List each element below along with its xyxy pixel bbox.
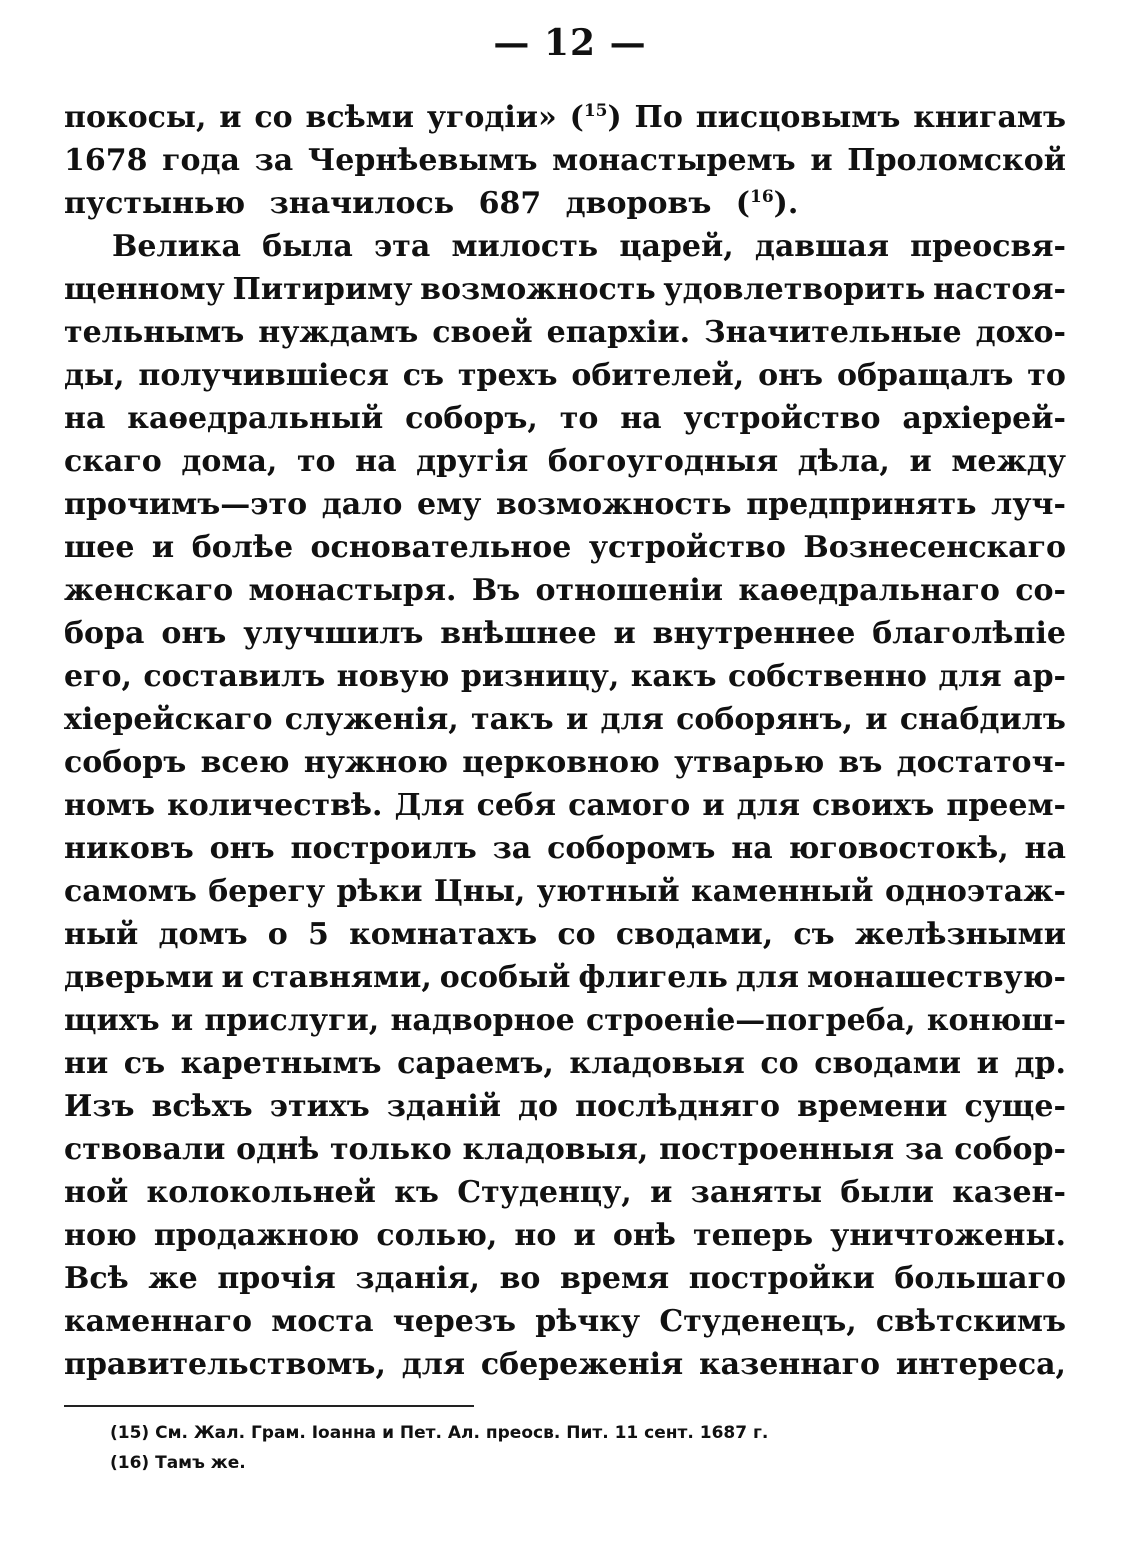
word: съ (402, 358, 445, 393)
text-line (64, 1214, 1066, 1257)
word: дохо- (975, 315, 1066, 350)
word: ризницу, (460, 659, 620, 694)
word: комнатахъ (349, 917, 538, 952)
word: обращалъ (836, 358, 1014, 393)
word: къ (394, 1175, 439, 1210)
page-number: — 12 — (493, 22, 647, 64)
text-line (64, 741, 1066, 784)
word: о (267, 917, 288, 952)
word: скаго (64, 444, 162, 479)
text-line (64, 913, 1066, 956)
word: со- (1015, 573, 1066, 608)
word: сараемъ, (397, 1046, 554, 1081)
word: кладовыя (569, 1046, 745, 1081)
word: Изъ (64, 1089, 135, 1124)
word: зданія, (355, 1261, 480, 1296)
word: прочія (217, 1261, 336, 1296)
word: ною (64, 1218, 137, 1253)
text-line (64, 483, 1066, 526)
word: для (938, 659, 1002, 694)
word: удовлетворить (663, 272, 926, 307)
word: сводами (814, 1046, 962, 1081)
word: и (613, 616, 636, 651)
word: церковною (462, 745, 660, 780)
word: одноэтаж- (884, 874, 1066, 909)
word: его, (64, 659, 132, 694)
word: юговостокѣ, (788, 831, 1009, 866)
word: моста (271, 1304, 374, 1339)
word: Для (394, 788, 465, 823)
word: же (148, 1261, 198, 1296)
text-line (64, 1300, 1066, 1343)
word: на (64, 401, 106, 436)
word: номъ (64, 788, 156, 823)
word: прочимъ—это (64, 487, 308, 522)
text-line (64, 569, 1066, 612)
word: каѳедральный (127, 401, 384, 436)
word: писцовымъ (695, 100, 901, 135)
word: то (559, 401, 599, 436)
word: для (735, 960, 800, 995)
word: на (1024, 831, 1066, 866)
text-line (64, 440, 1066, 483)
word: прислуги, (204, 1003, 380, 1038)
word: отношеніи (535, 573, 724, 608)
word: строеніе—погреба, (585, 1003, 916, 1038)
word: нужною (303, 745, 449, 780)
footnote-ref: 16 (750, 187, 774, 207)
text-line (64, 139, 1066, 182)
footnote-ref: 15 (583, 101, 608, 121)
word: нуждамъ (258, 315, 419, 350)
word: Вознесенскаго (803, 530, 1066, 565)
word: ной (64, 1175, 129, 1210)
word: своихъ (812, 788, 935, 823)
word: дома, (181, 444, 278, 479)
word: 1678 (64, 143, 148, 178)
word: и (170, 1003, 194, 1038)
word: какъ (630, 659, 717, 694)
word: и (810, 143, 833, 178)
word: монастыремъ (552, 143, 796, 178)
word: своей (432, 315, 533, 350)
word: для (736, 788, 800, 823)
text-line (64, 956, 1066, 999)
word: ни (64, 1046, 109, 1081)
word: щихъ (64, 1003, 160, 1038)
word: женскаго (64, 573, 234, 608)
word: онѣ (612, 1218, 676, 1253)
word: давшая (754, 229, 889, 264)
word: преем- (946, 788, 1066, 823)
text-line (64, 827, 1066, 870)
text-line (64, 784, 1066, 827)
word: служенія, (284, 702, 459, 737)
word: архіерей- (902, 401, 1066, 436)
footnotes (110, 1418, 1040, 1478)
word: особый (439, 960, 571, 995)
word: ды, (64, 358, 125, 393)
word: соборомъ (547, 831, 716, 866)
footnote-divider (64, 1405, 474, 1407)
text-line (64, 698, 1066, 741)
word: года (162, 143, 240, 178)
word: настоя- (933, 272, 1066, 307)
word: конюш- (926, 1003, 1066, 1038)
word: соборъ, (405, 401, 538, 436)
word: благолѣпіе (872, 616, 1066, 651)
word: то (296, 444, 336, 479)
word: хіерейскаго (64, 702, 273, 737)
word: книгамъ (913, 100, 1066, 135)
word: устройство (683, 401, 881, 436)
text-line (64, 1171, 1066, 1214)
word: постройки (688, 1261, 875, 1296)
word: угодіи» (426, 100, 557, 135)
word: Чернѣевымъ (307, 143, 538, 178)
word: новую (336, 659, 450, 694)
word: продажною (153, 1218, 360, 1253)
word: преосвя- (910, 229, 1066, 264)
word: берегу (208, 874, 326, 909)
text-line (64, 655, 1066, 698)
line-text: пустынью значилось 687 дворовъ ($^{16}$). (64, 186, 799, 221)
word: всѣхъ (151, 1089, 253, 1124)
word: такъ (470, 702, 554, 737)
text-line (64, 1128, 1066, 1171)
word: снабдилъ (899, 702, 1066, 737)
word: во (499, 1261, 541, 1296)
word: никовъ (64, 831, 194, 866)
word: монашествую- (807, 960, 1066, 995)
text-line (64, 311, 1066, 354)
text-line (64, 999, 1066, 1042)
word: основательное (310, 530, 572, 565)
word: свѣтскимъ (875, 1304, 1066, 1339)
text-line (64, 182, 1066, 225)
word: достаточ- (896, 745, 1066, 780)
text-line (64, 1042, 1066, 1085)
word: царей, (619, 229, 734, 264)
word: и (909, 444, 932, 479)
word: за (254, 143, 294, 178)
word: самого (568, 788, 691, 823)
word: онъ (209, 831, 275, 866)
word: времени (797, 1089, 948, 1124)
word: дверьми (64, 960, 214, 995)
word: др. (1014, 1046, 1066, 1081)
text-line (64, 354, 1066, 397)
word: уютный (536, 874, 680, 909)
word: возможность (420, 272, 656, 307)
word: и (702, 788, 725, 823)
word: рѣчку (535, 1304, 641, 1339)
word: однѣ (236, 1132, 320, 1167)
word: и (865, 702, 888, 737)
word: шее (64, 530, 135, 565)
text-line (64, 612, 1066, 655)
word: бора (64, 616, 145, 651)
word: до (518, 1089, 559, 1124)
word: ствовали (64, 1132, 226, 1167)
word: покосы, (64, 100, 207, 135)
word: со (557, 917, 596, 952)
word: себя (476, 788, 557, 823)
word: возможность (496, 487, 732, 522)
word: щенному (64, 272, 225, 307)
word: самомъ (64, 874, 197, 909)
word: за (904, 1132, 944, 1167)
word: ар- (1013, 659, 1066, 694)
word: надворное (390, 1003, 575, 1038)
word: всею (200, 745, 290, 780)
word: эта (373, 229, 431, 264)
word: дало (321, 487, 403, 522)
word: флигель (578, 960, 728, 995)
word: епархіи. (546, 315, 691, 350)
word: Студенецъ, (659, 1304, 857, 1339)
word: для (600, 702, 664, 737)
word: количествѣ. (167, 788, 383, 823)
word: и (151, 530, 175, 565)
word: каѳедральнаго (738, 573, 1000, 608)
word: каретнымъ (180, 1046, 382, 1081)
word: правительствомъ, (64, 1347, 386, 1382)
word: трехъ (457, 358, 558, 393)
word: теперь (693, 1218, 814, 1253)
text-line (64, 225, 1066, 268)
word: сбереженія (480, 1347, 684, 1382)
word: утварью (674, 745, 825, 780)
word: уничтожены. (830, 1218, 1066, 1253)
word: этихъ (269, 1089, 370, 1124)
footnote-16: (16) Тамъ же. (110, 1453, 246, 1473)
text-line (64, 1085, 1066, 1128)
word: соборъ (64, 745, 187, 780)
word: ему (417, 487, 482, 522)
word: большаго (894, 1261, 1066, 1296)
word: сводами, (615, 917, 774, 952)
footnote-15: (15) См. Жал. Грам. Іоанна и Пет. Ал. преосв. Пит. 11 сент. 1687 г. (110, 1423, 769, 1443)
word: онъ (161, 616, 227, 651)
word: и (650, 1175, 673, 1210)
word: составилъ (143, 659, 326, 694)
word: внѣшнее (440, 616, 597, 651)
word: была (262, 229, 353, 264)
word: соборянъ, (676, 702, 853, 737)
word: время (560, 1261, 670, 1296)
word: то (1027, 358, 1066, 393)
word: казен- (952, 1175, 1066, 1210)
word: собор- (954, 1132, 1066, 1167)
word: предпринять (746, 487, 977, 522)
word: и (221, 960, 244, 995)
word: и (565, 702, 589, 737)
text-line (64, 870, 1066, 913)
word: обителей, (571, 358, 745, 393)
word: за (492, 831, 532, 866)
text-line (64, 1257, 1066, 1300)
word: на (620, 401, 662, 436)
word: всѣми (305, 100, 414, 135)
word: болѣе (191, 530, 294, 565)
word: внутреннее (652, 616, 856, 651)
body-text (64, 96, 1066, 1386)
word: ный (64, 917, 139, 952)
word: солью, (376, 1218, 498, 1253)
word: были (840, 1175, 934, 1210)
text-line (64, 526, 1066, 569)
word: Студенцу, (457, 1175, 632, 1210)
word: домъ (158, 917, 248, 952)
text-line (64, 268, 1066, 311)
word: другія (416, 444, 529, 479)
word: монастыря. (248, 573, 457, 608)
word: По (634, 100, 683, 135)
word: тельнымъ (64, 315, 245, 350)
word: милость (451, 229, 599, 264)
word: Всѣ (64, 1261, 129, 1296)
word: рѣки (336, 874, 423, 909)
word: но (514, 1218, 557, 1253)
word: желѣзными (854, 917, 1066, 952)
word: построенныя (659, 1132, 895, 1167)
word: съ (793, 917, 835, 952)
word: ставнями, (251, 960, 432, 995)
word: суще- (964, 1089, 1066, 1124)
word: и (573, 1218, 596, 1253)
word: съ (123, 1046, 166, 1081)
word: на (731, 831, 773, 866)
word: зданій (386, 1089, 501, 1124)
word: устройство (588, 530, 786, 565)
word: Въ (471, 573, 521, 608)
word: и (219, 100, 242, 135)
word: только (329, 1132, 452, 1167)
text-line (64, 96, 1066, 139)
word: каменнаго (64, 1304, 252, 1339)
word: Питириму (232, 272, 413, 307)
word: Проломской (847, 143, 1066, 178)
word: получившіеся (138, 358, 389, 393)
word: богоугодныя (547, 444, 779, 479)
word: со (254, 100, 293, 135)
word: построилъ (290, 831, 477, 866)
word: кладовыя, (462, 1132, 649, 1167)
word: казеннаго (698, 1347, 881, 1382)
word: на (355, 444, 397, 479)
word: собственно (727, 659, 927, 694)
word: для (401, 1347, 466, 1382)
word: каменный (691, 874, 874, 909)
word: луч- (991, 487, 1066, 522)
word: со (760, 1046, 799, 1081)
word: Значительные (704, 315, 962, 350)
word: колокольней (146, 1175, 376, 1210)
word: дѣла, (797, 444, 890, 479)
word: ($^{15}$) (569, 100, 622, 135)
word: черезъ (392, 1304, 517, 1339)
word: въ (838, 745, 883, 780)
word: Цны, (433, 874, 526, 909)
word: и (976, 1046, 999, 1081)
word: Велика (112, 229, 241, 264)
word: онъ (758, 358, 824, 393)
word: улучшилъ (243, 616, 424, 651)
word: послѣдняго (575, 1089, 781, 1124)
text-line (64, 1343, 1066, 1386)
word: между (951, 444, 1066, 479)
word: интереса, (895, 1347, 1066, 1382)
word: 5 (308, 917, 329, 952)
word: заняты (690, 1175, 823, 1210)
text-line (64, 397, 1066, 440)
